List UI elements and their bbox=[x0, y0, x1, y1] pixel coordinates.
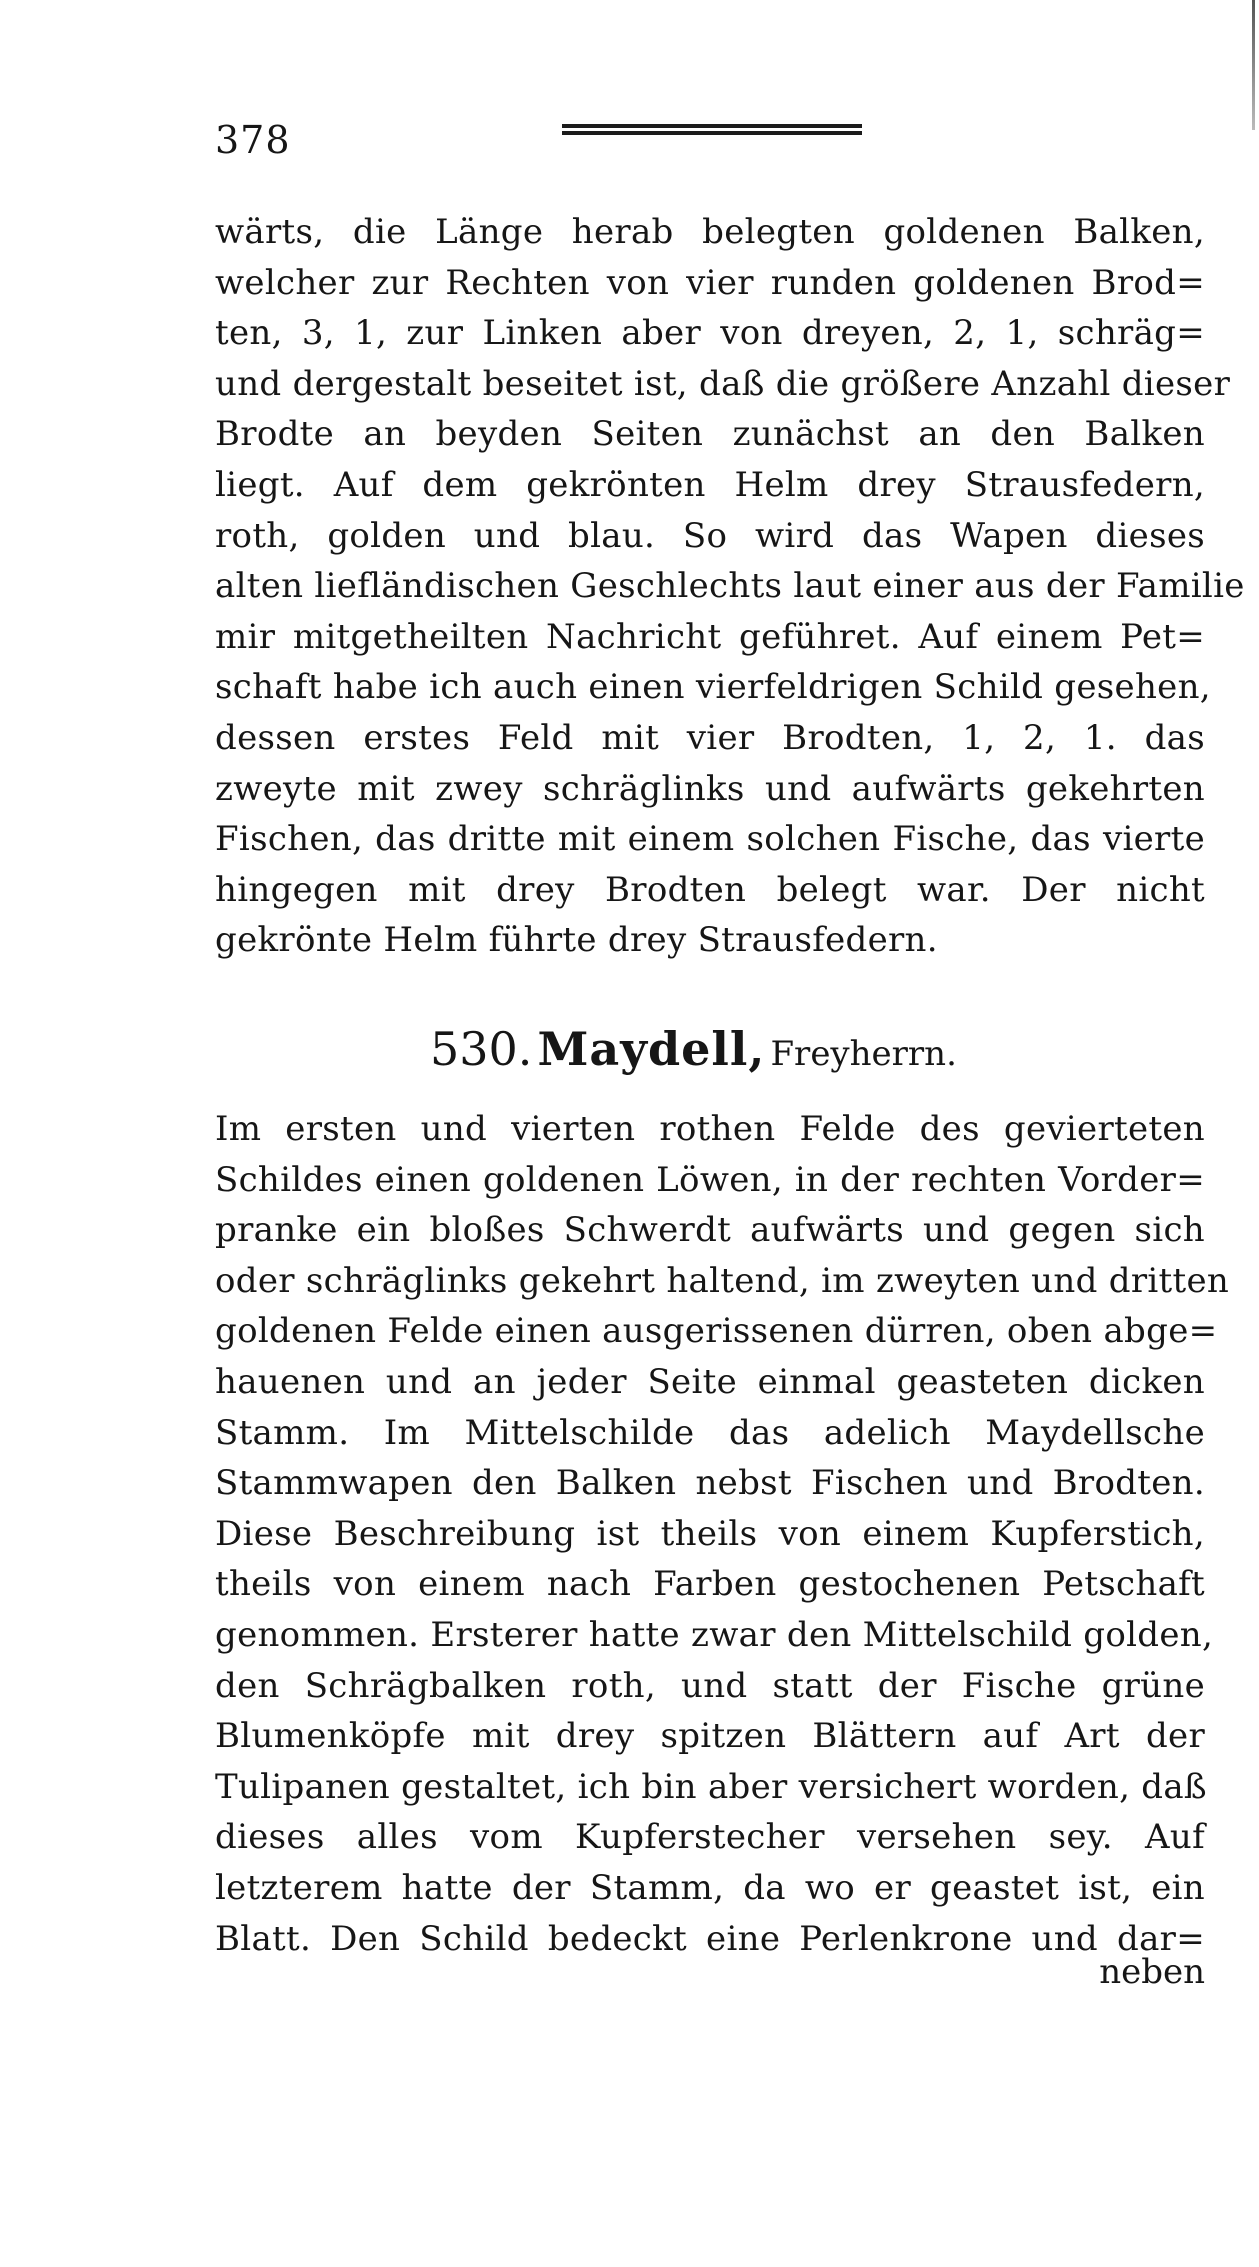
section-name: Maydell, bbox=[537, 1022, 766, 1076]
page-number: 378 bbox=[215, 118, 291, 162]
text-line: hauenen und an jeder Seite einmal geasteten dicken bbox=[215, 1361, 1205, 1402]
text-line: pranke ein bloßes Schwerdt aufwärts und gegen sich bbox=[215, 1210, 1205, 1251]
text-line: Blumenköpfe mit drey spitzen Blättern auf Art der bbox=[215, 1716, 1205, 1757]
catchword: neben bbox=[1099, 1952, 1205, 1992]
text-line: welcher zur Rechten von vier runden goldenen Brod= bbox=[215, 262, 1205, 303]
paragraph-2 bbox=[215, 1104, 1230, 1964]
text-line: genommen. Ersterer hatte zwar den Mittelschild golden, bbox=[215, 1614, 1214, 1655]
text-line: letzterem hatte der Stamm, da wo er geastet ist, ein bbox=[215, 1867, 1205, 1908]
text-line: dieses alles vom Kupferstecher versehen sey. Auf bbox=[215, 1817, 1205, 1858]
text-line: liegt. Auf dem gekrönten Helm drey Strausfedern, bbox=[215, 464, 1205, 505]
text-line: zweyte mit zwey schräglinks und aufwärts gekehrten bbox=[215, 768, 1205, 809]
text-line: oder schräglinks gekehrt haltend, im zweyten und dritten bbox=[215, 1260, 1230, 1301]
text-line: alten liefländischen Geschlechts laut einer aus der Familie bbox=[215, 566, 1245, 607]
text-line: Brodte an beyden Seiten zunächst an den Balken bbox=[215, 414, 1205, 455]
text-line: ten, 3, 1, zur Linken aber von dreyen, 2, 1, schräg= bbox=[215, 313, 1205, 354]
text-line: Stamm. Im Mittelschilde das adelich Maydellsche bbox=[215, 1412, 1205, 1453]
header-rule-line-top bbox=[562, 124, 862, 128]
text-line: dessen erstes Feld mit vier Brodten, 1, 2, 1. das bbox=[215, 717, 1205, 758]
text-line: gekrönte Helm führte drey Strausfedern. bbox=[215, 920, 938, 961]
page-edge-shadow bbox=[1252, 0, 1255, 130]
text-line: schaft habe ich auch einen vierfeldrigen Schild gesehen, bbox=[215, 667, 1211, 708]
text-line: Fischen, das dritte mit einem solchen Fische, das vierte bbox=[215, 819, 1205, 860]
section-heading bbox=[430, 1022, 1030, 1076]
text-line: Schildes einen goldenen Löwen, in der rechten Vorder= bbox=[215, 1159, 1205, 1200]
text-line: hingegen mit drey Brodten belegt war. Der nicht bbox=[215, 869, 1205, 910]
text-line: mir mitgetheilten Nachricht geführet. Auf einem Pet= bbox=[215, 616, 1205, 657]
text-line: Tulipanen gestaltet, ich bin aber versichert worden, daß bbox=[215, 1766, 1207, 1807]
text-line: goldenen Felde einen ausgerissenen dürren, oben abge= bbox=[215, 1311, 1218, 1352]
header-rule-line-bottom bbox=[562, 131, 862, 135]
paragraph-1 bbox=[215, 207, 1245, 966]
text-line: Blatt. Den Schild bedeckt eine Perlenkrone und dar= bbox=[215, 1918, 1205, 1959]
header-rule bbox=[562, 124, 862, 142]
text-line: Stammwapen den Balken nebst Fischen und Brodten. bbox=[215, 1463, 1205, 1504]
text-line: Diese Beschreibung ist theils von einem Kupferstich, bbox=[215, 1513, 1205, 1554]
section-title: Freyherrn. bbox=[770, 1034, 957, 1074]
section-number: 530. bbox=[430, 1022, 533, 1076]
text-line: roth, golden und blau. So wird das Wapen dieses bbox=[215, 515, 1205, 556]
text-line: und dergestalt beseitet ist, daß die größere Anzahl dieser bbox=[215, 363, 1231, 404]
text-line: wärts, die Länge herab belegten goldenen Balken, bbox=[215, 212, 1205, 252]
text-line: Im ersten und vierten rothen Felde des gevierteten bbox=[215, 1109, 1205, 1149]
text-line: theils von einem nach Farben gestochenen Petschaft bbox=[215, 1564, 1205, 1605]
text-line: den Schrägbalken roth, und statt der Fische grüne bbox=[215, 1665, 1205, 1706]
